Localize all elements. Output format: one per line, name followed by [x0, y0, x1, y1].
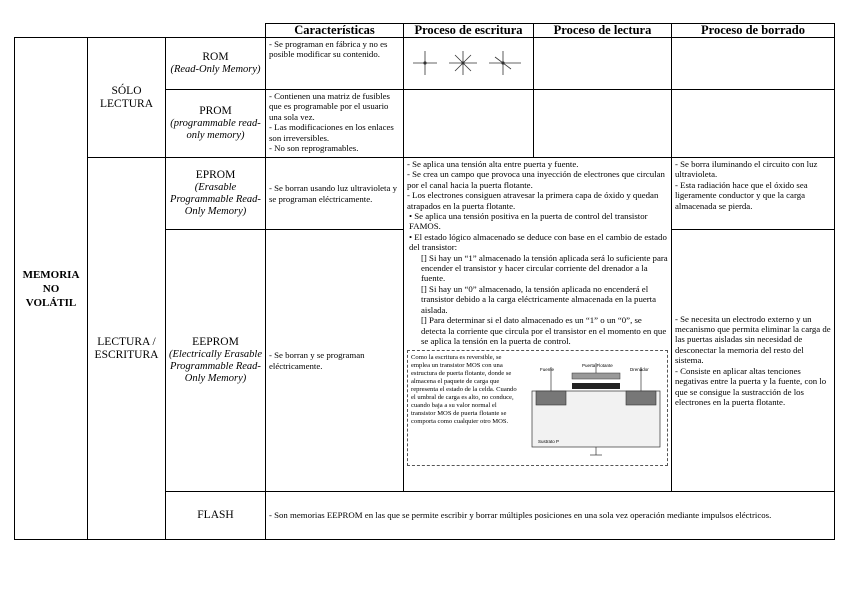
flash-name: FLASH	[197, 509, 234, 521]
eprom-name: EPROM	[195, 169, 236, 181]
prom-erase-cell	[672, 90, 835, 158]
prom-name-cell	[166, 90, 266, 158]
process-condition: [] Para determinar si el dato almacenado es un “1” o un “0”, se detecta la corriente que circula por el transistor en el momento en que se aplica la tensión en la puerta de control.	[421, 315, 667, 346]
eprom-full-name: (Erasable Programmable Read-Only Memory)	[170, 182, 261, 217]
eprom-erase	[672, 158, 835, 230]
header-read-process: Proceso de lectura	[534, 24, 672, 38]
prom-feature: - Contienen una matriz de fusibles que es programable por el usuario una sola vez.	[269, 91, 390, 122]
row-eprom	[15, 158, 835, 230]
process-line: - Se aplica una tensión alta entre puerta y fuente.	[407, 159, 579, 169]
prom-feature: - Las modificaciones en los enlaces son irreversibles.	[269, 122, 394, 143]
prom-features	[266, 90, 404, 158]
diagram-drain-label: Drenador	[630, 367, 649, 373]
rom-write-diagram	[404, 38, 534, 90]
eeprom-erase-line: - Consiste en aplicar altas tenciones negativas entre la puerta y la fuente, con lo que se consigue la sustracción de los electrones en la puerta flotante.	[675, 365, 827, 407]
eprom-erase-line: - Se borra iluminando el circuito con luz ultravioleta.	[675, 159, 818, 180]
eeprom-full-name: (Electrically Erasable Programmable Read-Only Memory)	[169, 349, 263, 384]
header-row	[15, 24, 835, 38]
eeprom-name-cell	[166, 230, 266, 492]
rom-features: - Se programan en fábrica y no es posible modificar su contenido.	[266, 38, 404, 90]
process-condition: [] Si hay un “1” almacenado la tensión aplicada será lo suficiente para encender el transistor y hacer circular corriente del drenador a la fuente.	[421, 252, 668, 284]
process-bullet: • Se aplica una tensión positiva en la puerta de control del transistor FAMOS.	[409, 211, 648, 232]
category-nonvolatile: MEMORIA NO VOLÁTIL	[15, 38, 88, 540]
process-condition: [] Si hay un “0” almacenado, la tensión aplicada no encenderá el transistor debido a la carga eléctricamente almacenada en la puerta aislada.	[421, 283, 657, 315]
diagram-source-label: Fuente	[540, 367, 555, 373]
rom-full-name: (Read-Only Memory)	[170, 64, 261, 75]
group-read-write: LECTURA / ESCRITURA	[88, 158, 166, 540]
process-line: - Se crea un campo que provoca una inyección de electrones que circulan por el canal hacia la puerta flotante.	[407, 169, 665, 190]
prom-name: PROM	[199, 105, 232, 117]
rom-circuit-diagram	[407, 39, 531, 83]
flash-name-cell	[166, 492, 266, 540]
rom-name-cell	[166, 38, 266, 90]
process-bullet: • El estado lógico almacenado se deduce con base en el cambio de estado del transistor:	[409, 231, 667, 253]
rom-read-cell	[534, 38, 672, 90]
header-blank	[15, 24, 266, 38]
flash-features: - Son memorias EEPROM en las que se permite escribir y borrar múltiples posiciones en una sola vez operación mediante impulsos eléctricos.	[266, 492, 835, 540]
eprom-erase-line: - Esta radiación hace que el óxido sea ligeramente conductor y que la carga almacenada se pierda.	[675, 179, 808, 211]
header-erase-process: Proceso de borrado	[672, 24, 835, 38]
prom-read-cell	[534, 90, 672, 158]
shared-write-read-process	[404, 158, 672, 492]
floating-gate-figure	[407, 350, 668, 466]
process-line: - Los electrones consiguen atravesar la primera capa de óxido y quedan atrapados en la puerta flotante.	[407, 190, 659, 211]
prom-feature: - No son reprogramables.	[269, 143, 359, 154]
eeprom-features: - Se borran y se programan eléctricamente.	[266, 230, 404, 492]
prom-write-cell	[404, 90, 534, 158]
eeprom-name: EEPROM	[192, 336, 239, 348]
eeprom-erase-line: - Se necesita un electrodo externo y un mecanismo que permita eliminar la carga de las puertas aisladas sin necesidad de desconectar la memoria del resto del sistema.	[675, 313, 831, 366]
memory-table	[14, 23, 835, 540]
group-read-only: SÓLO LECTURA	[88, 38, 166, 158]
diagram-substrate-label: Sustrato P	[538, 439, 560, 445]
rom-erase-cell	[672, 38, 835, 90]
prom-full-name: (programmable read-only memory)	[170, 118, 261, 141]
floating-gate-note: Como la escritura es reversible, se emplea un transistor MOS con una estructura de puerta flotante, donde se almacena el paquete de carga que representa el estado de la celda. Cuando el umbral de carga es alto, no conduce, cuando baja a su valor normal el transistor MOS de puerta flotante se comporta como cualquier otro MOS.	[411, 354, 517, 426]
eprom-name-cell	[166, 158, 266, 230]
diagram-gate-label: Puerta Flotante	[582, 363, 613, 369]
rom-name: ROM	[202, 51, 229, 63]
header-characteristics: Características	[266, 24, 404, 38]
floating-gate-transistor-diagram	[526, 361, 666, 461]
eeprom-erase	[672, 230, 835, 492]
eprom-features: - Se borran usando luz ultravioleta y se programan eléctricamente.	[266, 158, 404, 230]
header-write-process: Proceso de escritura	[404, 24, 534, 38]
row-rom	[15, 38, 835, 90]
